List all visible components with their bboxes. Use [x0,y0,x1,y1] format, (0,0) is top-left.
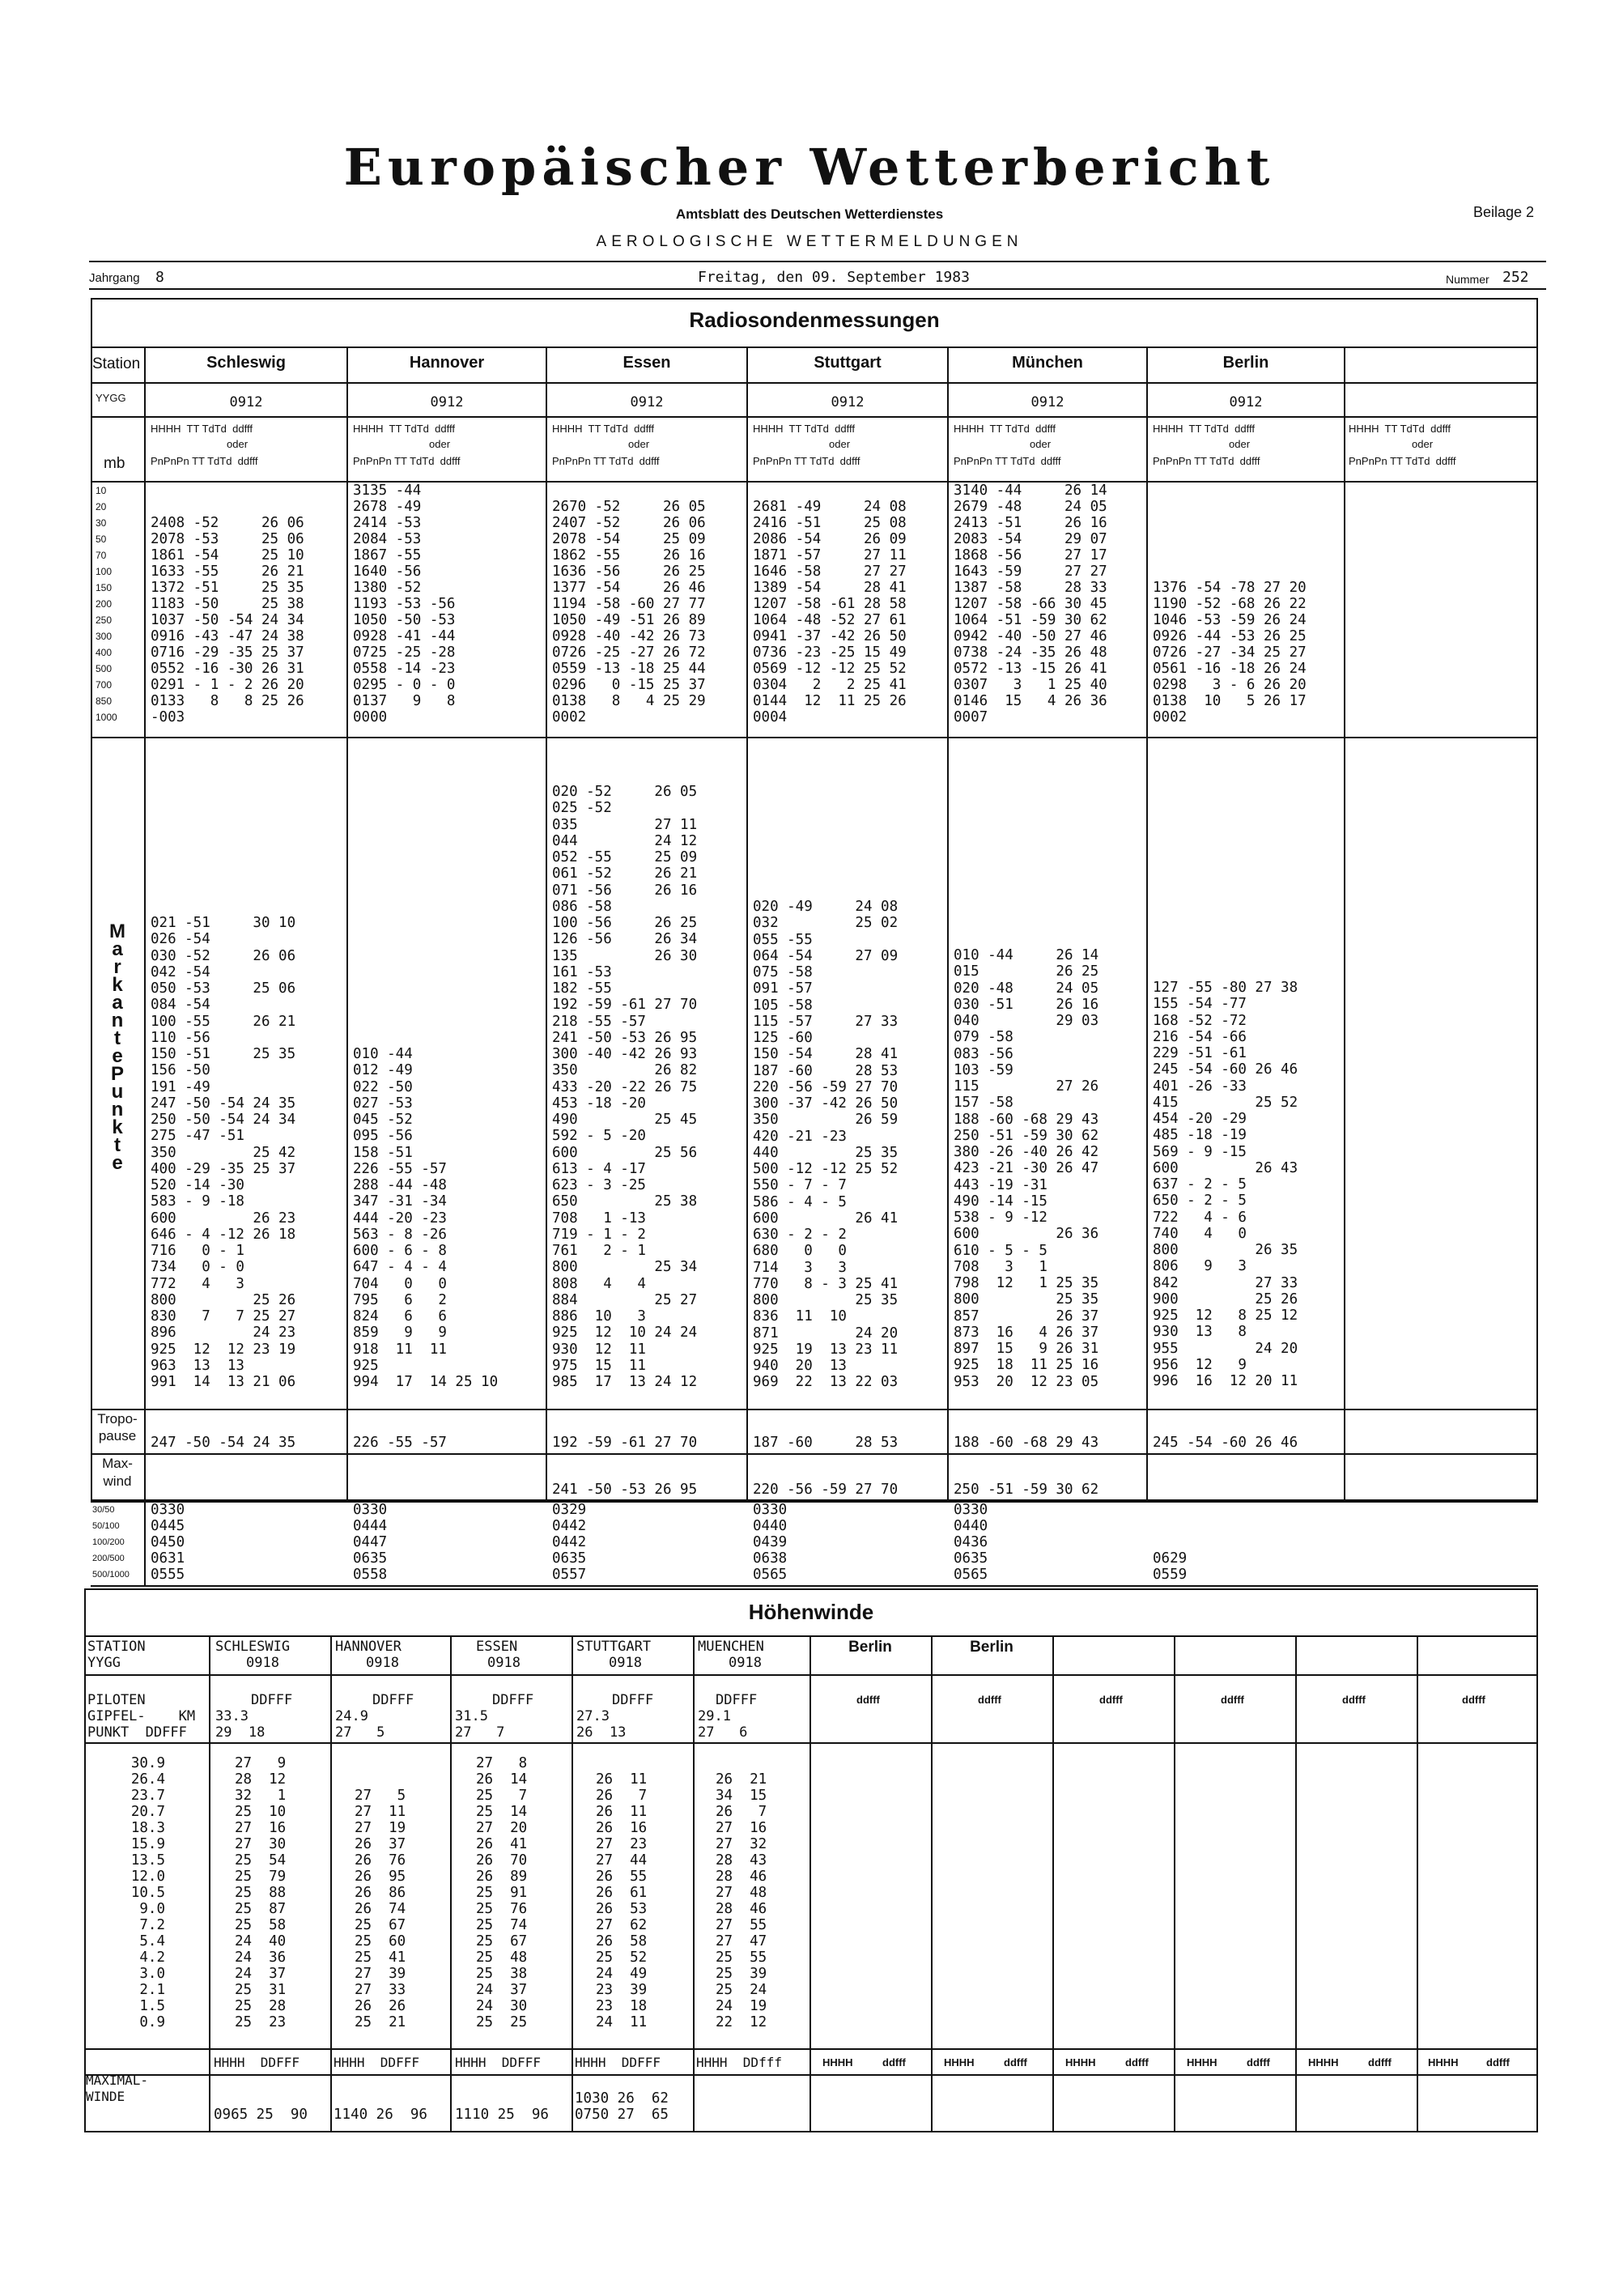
winds-yygg: 0918 [366,1655,399,1671]
maxwind-value: 250 -51 -59 30 62 [954,1482,1099,1498]
tropopause-value: 226 -55 -57 [353,1435,447,1451]
subtitle: Amtsblatt des Deutschen Wetterdienstes [675,206,944,222]
markante-schleswig: 021 -51 30 10 026 -54 030 -52 26 06 042 -54 050 -53 25 06 084 -54 100 -55 26 21 110 -56 150 -51 25 35 156 -50 191 -49 247 -50 -54 24 35 250 -50 -54 24 34 275 -47 -51 350 25 42 400 -29 -35 25 37 520 -14 -30 583 - 9 -18 600 26 23 646 - 4 -12 26 18 716 0 - 1 734 0 - 0 772 4 3 800 25 26 830 7 7 25 27 896 24 23 925 12 12 23 19 963 13 13 991 14 13 21 06 [151,915,296,1390]
ddfff-header: ddfff [882,2056,906,2069]
tropopause-value: 192 -59 -61 27 70 [552,1435,698,1451]
col-header: HHHH TT TdTd ddfff [1349,423,1451,435]
issue-date: Freitag, den 09. September 1983 [698,269,970,286]
winds-station-berlin: Berlin [848,1639,892,1656]
maxwind-label: Max- wind [102,1456,133,1489]
maxwind-value: 241 -50 -53 26 95 [552,1482,698,1498]
hhhh-header: HHHH [822,2056,853,2069]
ddfff-header: ddfff [1368,2056,1392,2069]
winds-station-stuttgart: STUTTGART [576,1639,652,1655]
yygg-value: 0912 [430,394,464,410]
col-header-oder: oder [628,438,650,450]
winds-station-muenchen: MUENCHEN [698,1639,764,1655]
ddfff-header: DDFFF [492,1692,534,1708]
hhhh-header: HHHH [944,2056,975,2069]
maxwind-value: 220 -56 -59 27 70 [753,1482,899,1498]
ddfff-header: ddfff [1462,1694,1485,1706]
max-wind-hannover: 1140 26 96 [334,2107,427,2123]
col-header: HHHH TT TdTd ddfff [753,423,855,435]
col-header: HHHH TT TdTd ddfff [353,423,455,435]
shear-labels: 30/50 50/100 100/200 200/500 500/1000 [92,1505,130,1580]
col-header-oder: oder [1030,438,1052,450]
winds-station-hannover: HANNOVER [335,1639,402,1655]
nummer-label: Nummer [1446,273,1489,286]
col-header-oder: oder [829,438,851,450]
markante-stuttgart: 020 -49 24 08 032 25 02 055 -55 064 -54 27 09 075 -58 091 -57 105 -58 115 -57 27 33 125 -60 150 -54 28 41 187 -60 28 53 220 -56 -59 27 70 300 -37 -42 26 50 350 26 59 420 -21 -23 440 25 35 500 -12 -12 25 52 550 - 7 - 7 586 - 4 - 5 600 26 41 630 - 2 - 2 680 0 0 714 3 3 770 8 - 3 25 41 800 25 35 836 11 10 871 24 20 925 19 13 23 11 940 20 13 969 22 13 22 03 [753,899,899,1391]
ddfff-header: ddfff [1342,1694,1366,1706]
yygg-value: 0912 [229,394,263,410]
wind-values-schleswig: 27 9 28 12 32 1 25 10 27 16 27 30 25 54 25 79 25 88 25 87 25 58 24 40 24 36 24 37 25 31 25 28 25 23 [235,1755,287,2030]
hhhh-header: HHHH DDFFF [214,2055,300,2070]
yygg-value: 0912 [1030,394,1064,410]
summit-essen: 31.5 27 7 [455,1708,505,1741]
hhhh-header: HHHH DDfff [696,2055,782,2070]
yygg-value: 0912 [831,394,865,410]
col-header-oder: oder [1229,438,1251,450]
nummer-value: 252 [1502,269,1529,286]
ddfff-header: ddfff [1125,2056,1149,2069]
tropopause-value: 247 -50 -54 24 35 [151,1435,296,1451]
shear-values-schleswig: 0330 0445 0450 0631 0555 [151,1502,185,1583]
col-header: HHHH TT TdTd ddfff [1153,423,1255,435]
pilot-summit-label: PILOTEN GIPFEL- KM PUNKT DDFFF [87,1692,196,1741]
wind-values-stuttgart: 26 11 26 7 26 11 26 16 27 23 27 44 26 55 26 61 26 53 27 62 26 58 25 52 24 49 23 39 23 18 24 11 [596,1771,648,2030]
beilage-label: Beilage 2 [1472,204,1534,220]
col-header: PnPnPn TT TdTd ddfff [1153,455,1260,467]
summit-schleswig: 33.3 29 18 [215,1708,266,1741]
col-header: PnPnPn TT TdTd ddfff [151,455,258,467]
header-rule [89,261,1546,262]
wind-values-muenchen: 26 21 34 15 26 7 27 16 27 32 28 43 28 46 27 48 28 46 27 55 27 47 25 55 25 39 25 24 24 19 22 12 [716,1771,767,2030]
pressure-levels: 10 20 30 50 70 100 150 200 250 300 400 500 700 850 1000 [96,485,117,723]
markante-punkte-label: M a r k a n t e P u n k t e [109,921,125,1174]
markante-berlin: 127 -55 -80 27 38 155 -54 -77 168 -52 -72 216 -54 -66 229 -51 -61 245 -54 -60 26 46 401 -26 -33 415 25 52 454 -20 -29 485 -18 -19 569 - 9 -15 600 26 43 637 - 2 - 5 650 - 2 - 5 722 4 - 6 740 4 0 800 26 35 806 9 3 842 27 33 900 25 26 925 12 8 25 12 930 13 8 955 24 20 956 12 9 996 16 12 20 11 [1153,980,1298,1389]
ddfff-header: ddfff [856,1694,880,1706]
std-levels-hannover: 3135 -44 2678 -49 2414 -53 2084 -53 1867 -55 1640 -56 1380 -52 1193 -53 -56 1050 -50 -53 0928 -41 -44 0725 -25 -28 0558 -14 -23 0295 - 0 - 0 0137 9 8 0000 [353,483,456,725]
ddfff-header: ddfff [1004,2056,1027,2069]
ddfff-header: ddfff [1486,2056,1510,2069]
col-header: PnPnPn TT TdTd ddfff [552,455,660,467]
col-header: HHHH TT TdTd ddfff [151,423,253,435]
std-levels-schleswig: 2408 -52 26 06 2078 -53 25 06 1861 -54 25 10 1633 -55 26 21 1372 -51 25 35 1183 -50 25 38 1037 -50 -54 24 34 0916 -43 -47 24 38 0716 -29 -35 25 37 0552 -16 -30 26 31 0291 - 1 - 2 26 20 0133 8 8 25 26 -003 [151,515,304,725]
header-rule-2 [89,288,1546,290]
summit-stuttgart: 27.3 26 13 [576,1708,627,1741]
markante-muenchen: 010 -44 26 14 015 26 25 020 -48 24 05 030 -51 26 16 040 29 03 079 -58 083 -56 103 -59 115 27 26 157 -58 188 -60 -68 29 43 250 -51 -59 30 62 380 -26 -40 26 42 423 -21 -30 26 47 443 -19 -31 490 -14 -15 538 - 9 -12 600 26 36 610 - 5 - 5 708 3 1 798 12 1 25 35 800 25 35 857 26 37 873 16 4 26 37 897 15 9 26 31 925 18 11 25 16 953 20 12 23 05 [954,947,1099,1390]
col-header: HHHH TT TdTd ddfff [552,423,654,435]
shear-values-muenchen: 0330 0440 0436 0635 0565 [954,1502,988,1583]
page-title: Europäischer Wetterbericht [343,138,1276,197]
col-header-oder: oder [1412,438,1434,450]
jahrgang-label: Jahrgang [89,271,140,285]
tropopause-value: 245 -54 -60 26 46 [1153,1435,1298,1451]
hhhh-header: HHHH [1308,2056,1339,2069]
summit-hannover: 24.9 27 5 [335,1708,385,1741]
max-wind-stuttgart: 1030 26 62 0750 27 65 [575,2090,669,2123]
hhhh-header: HHHH [1428,2056,1459,2069]
ddfff-header: ddfff [1221,1694,1244,1706]
winds-station-schleswig: SCHLESWIG [215,1639,291,1655]
station-header-schleswig: Schleswig [206,354,286,372]
col-header: PnPnPn TT TdTd ddfff [1349,455,1456,467]
ddfff-header: ddfff [1247,2056,1270,2069]
tropopause-value: 188 -60 -68 29 43 [954,1435,1099,1451]
shear-values-essen: 0329 0442 0442 0635 0557 [552,1502,587,1583]
winds-yygg: 0918 [246,1655,279,1671]
ddfff-header: ddfff [1099,1694,1123,1706]
station-label: Station [92,355,141,372]
radiosonde-title: Radiosondenmessungen [689,308,940,332]
ddfff-header: ddfff [978,1694,1001,1706]
station-header-essen: Essen [623,354,671,372]
tropopause-label: Tropo- pause [97,1411,138,1444]
col-header-oder: oder [429,438,451,450]
maximal-winde-label: MAXIMAL- WINDE [86,2073,149,2104]
hhhh-header: HHHH DDFFF [334,2055,419,2070]
hhhh-header: HHHH DDFFF [455,2055,541,2070]
hhhh-header: HHHH DDFFF [575,2055,661,2070]
section-heading: AEROLOGISCHE WETTERMELDUNGEN [596,233,1023,250]
col-header: HHHH TT TdTd ddfff [954,423,1056,435]
tropopause-value: 187 -60 28 53 [753,1435,899,1451]
max-wind-essen: 1110 25 96 [455,2107,549,2123]
hoehenwinde-title: Höhenwinde [748,1600,874,1624]
markante-essen: 020 -52 26 05 025 -52 035 27 11 044 24 12 052 -55 25 09 061 -52 26 21 071 -56 26 16 086 -58 100 -56 26 25 126 -56 26 34 135 26 30 161 -53 182 -55 192 -59 -61 27 70 218 -55 -57 241 -50 -53 26 95 300 -40 -42 26 93 350 26 82 433 -20 -22 26 75 453 -18 -20 490 25 45 592 - 5 -20 600 25 56 613 - 4 -17 623 - 3 -25 650 25 38 708 1 -13 719 - 1 - 2 761 2 - 1 800 25 34 808 4 4 884 25 27 886 10 3 925 12 10 24 24 930 12 11 975 15 11 985 17 13 24 12 [552,784,698,1390]
ddfff-header: DDFFF [372,1692,414,1708]
hhhh-header: HHHH [1187,2056,1217,2069]
wind-values-hannover: 27 5 27 11 27 19 26 37 26 76 26 95 26 86 26 74 25 67 25 60 25 41 27 39 27 33 26 26 25 21 [355,1788,406,2030]
winds-yygg: 0918 [487,1655,521,1671]
shear-values-berlin: 0629 0559 [1153,1550,1188,1583]
shear-values-hannover: 0330 0444 0447 0635 0558 [353,1502,388,1583]
ddfff-header: DDFFF [251,1692,293,1708]
col-header-oder: oder [227,438,249,450]
mb-label: mb [104,455,125,472]
std-levels-muenchen: 3140 -44 26 14 2679 -48 24 05 2413 -51 26 16 2083 -54 29 07 1868 -56 27 17 1643 -59 27 27 1387 -58 28 33 1207 -58 -66 30 45 1064 -51 -59 30 62 0942 -40 -50 27 46 0738 -24 -35 26 48 0572 -13 -15 26 41 0307 3 1 25 40 0146 15 4 26 36 0007 [954,483,1107,725]
winds-station-essen: ESSEN [476,1639,518,1655]
winds-yygg: 0918 [729,1655,762,1671]
ddfff-header: DDFFF [716,1692,758,1708]
yygg-label: YYGG [96,392,126,404]
col-header: PnPnPn TT TdTd ddfff [753,455,860,467]
station-header-berlin: Berlin [1222,354,1269,372]
station-header-hannover: Hannover [409,354,485,372]
ddfff-header: DDFFF [612,1692,654,1708]
yygg-value: 0912 [630,394,664,410]
col-header: PnPnPn TT TdTd ddfff [954,455,1061,467]
markante-hannover: 010 -44 012 -49 022 -50 027 -53 045 -52 095 -56 158 -51 226 -55 -57 288 -44 -48 347 -31 -34 444 -20 -23 563 - 8 -26 600 - 6 - 8 647 - 4 - 4 704 0 0 795 6 2 824 6 6 859 9 9 918 11 11 925 994 17 14 25 10 [353,1046,499,1390]
station-header-muenchen: München [1012,354,1083,372]
station-header-stuttgart: Stuttgart [814,354,882,372]
std-levels-berlin: 1376 -54 -78 27 20 1190 -52 -68 26 22 1046 -53 -59 26 24 0926 -44 -53 26 25 0726 -27 -34 25 27 0561 -16 -18 26 24 0298 3 - 6 26 20 0138 10 5 26 17 0002 [1153,580,1307,725]
max-wind-schleswig: 0965 25 90 [214,2107,308,2123]
winds-station-label: STATION YYGG [87,1639,146,1671]
jahrgang-value: 8 [155,269,164,286]
std-levels-stuttgart: 2681 -49 24 08 2416 -51 25 08 2086 -54 26 09 1871 -57 27 11 1646 -58 27 27 1389 -54 28 41 1207 -58 -61 28 58 1064 -48 -52 27 61 0941 -37 -42 26 50 0736 -23 -25 15 49 0569 -12 -12 25 52 0304 2 2 25 41 0144 12 11 25 26 0004 [753,499,907,725]
hhhh-header: HHHH [1065,2056,1096,2069]
winds-station-berlin-2: Berlin [970,1639,1013,1656]
std-levels-essen: 2670 -52 26 05 2407 -52 26 06 2078 -54 25 09 1862 -55 26 16 1636 -56 26 25 1377 -54 26 46 1194 -58 -60 27 77 1050 -49 -51 26 89 0928 -40 -42 26 73 0726 -25 -27 26 72 0559 -13 -18 25 44 0296 0 -15 25 37 0138 8 4 25 29 0002 [552,499,706,725]
shear-values-stuttgart: 0330 0440 0439 0638 0565 [753,1502,788,1583]
wind-values-essen: 27 8 26 14 25 7 25 14 27 20 26 41 26 70 26 89 25 91 25 76 25 74 25 67 25 48 25 38 24 37 24 30 25 25 [476,1755,528,2030]
yygg-value: 0912 [1229,394,1263,410]
winds-yygg: 0918 [609,1655,642,1671]
hoehenwinde-table [84,1588,1538,2132]
wind-heights-km: 30.9 26.4 23.7 20.7 18.3 15.9 13.5 12.0 10.5 9.0 7.2 5.4 4.2 3.0 2.1 1.5 0.9 [130,1755,165,2030]
col-header: PnPnPn TT TdTd ddfff [353,455,461,467]
summit-muenchen: 29.1 27 6 [698,1708,748,1741]
